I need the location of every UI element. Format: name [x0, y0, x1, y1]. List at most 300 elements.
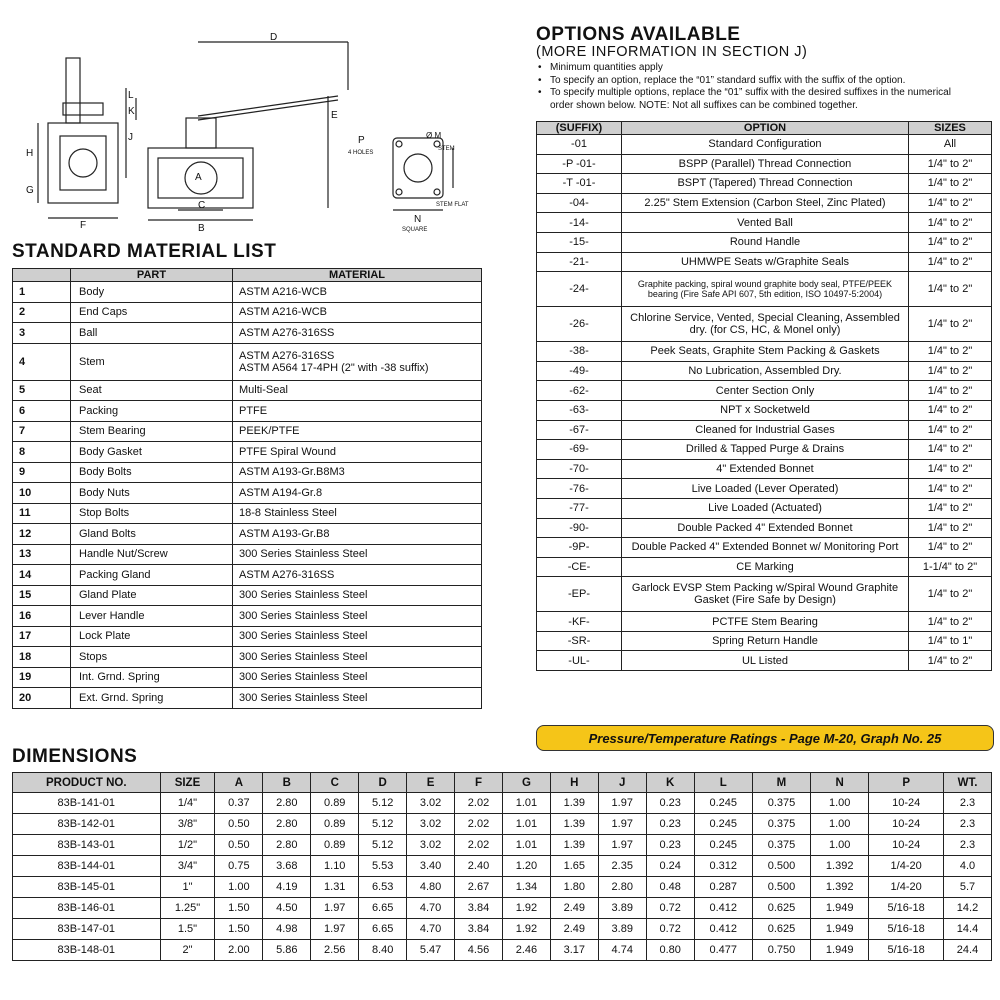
option-suffix: -76-	[537, 479, 622, 499]
table-cell: 0.625	[752, 898, 810, 919]
option-sizes: 1/4" to 2"	[909, 232, 992, 252]
table-cell: 10-24	[869, 793, 944, 814]
table-cell: 14.2	[944, 898, 992, 919]
table-cell: 0.245	[694, 814, 752, 835]
option-sizes: 1/4" to 2"	[909, 498, 992, 518]
option-suffix: -01	[537, 135, 622, 155]
option-description: Graphite packing, spiral wound graphite body seal, PTFE/PEEK bearing (Fire Safe API 607, 5th edition, ISO 10497-5:2004)	[622, 272, 909, 307]
option-sizes: 1/4" to 2"	[909, 577, 992, 612]
options-notes	[536, 62, 976, 112]
table-cell: 0.412	[694, 898, 752, 919]
option-description: Spring Return Handle	[622, 631, 909, 651]
table-cell: 0.500	[752, 877, 810, 898]
table-row	[537, 307, 992, 342]
dim-label-f: F	[80, 220, 87, 231]
table-cell: 1.5"	[160, 919, 215, 940]
option-description: Garlock EVSP Stem Packing w/Spiral Wound Graphite Gasket (Fire Safe by Design)	[622, 577, 909, 612]
table-row	[13, 483, 482, 504]
table-cell: 1.00	[215, 877, 263, 898]
table-cell: 14.4	[944, 919, 992, 940]
part-material: ASTM A216-WCB	[233, 282, 482, 303]
table-cell: 1.97	[598, 835, 646, 856]
table-cell: 0.625	[752, 919, 810, 940]
option-description: Cleaned for Industrial Gases	[622, 420, 909, 440]
part-name: Stem Bearing	[71, 421, 233, 442]
table-row	[13, 856, 992, 877]
option-sizes: 1/4" to 2"	[909, 538, 992, 558]
table-cell: 1.31	[311, 877, 359, 898]
table-cell: 1.01	[502, 793, 550, 814]
part-material-line: ASTM A564 17-4PH (2" with -38 suffix)	[239, 361, 429, 374]
table-cell: 0.412	[694, 919, 752, 940]
dim-label-c: C	[198, 200, 206, 211]
part-name: End Caps	[71, 302, 233, 323]
table-cell: 1.949	[811, 898, 869, 919]
table-row	[537, 498, 992, 518]
option-description: Standard Configuration	[622, 135, 909, 155]
dimensions-title: DIMENSIONS	[12, 746, 138, 767]
table-cell: 5.86	[263, 940, 311, 961]
option-sizes: 1/4" to 2"	[909, 342, 992, 362]
table-cell: 0.89	[311, 793, 359, 814]
part-material: PEEK/PTFE	[233, 421, 482, 442]
dim-label-l: L	[128, 90, 134, 101]
table-row	[13, 462, 482, 483]
option-suffix: -14-	[537, 213, 622, 233]
table-cell: 83B-142-01	[13, 814, 161, 835]
table-cell: 5.47	[407, 940, 455, 961]
table-cell: 3.84	[455, 898, 503, 919]
note-holes: 4 HOLES	[348, 150, 374, 156]
table-cell: 0.477	[694, 940, 752, 961]
option-suffix: -26-	[537, 307, 622, 342]
dimensions-table	[12, 772, 992, 961]
note-square: SQUARE	[402, 227, 428, 233]
option-suffix: -04-	[537, 193, 622, 213]
table-cell: 0.72	[646, 898, 694, 919]
table-row	[13, 380, 482, 401]
table-cell: 4.74	[598, 940, 646, 961]
option-description: 2.25" Stem Extension (Carbon Steel, Zinc Plated)	[622, 193, 909, 213]
table-row	[13, 343, 482, 380]
side-view-body	[48, 123, 118, 203]
table-cell: 1.39	[550, 814, 598, 835]
table-cell: 2.56	[311, 940, 359, 961]
table-cell: 2.80	[263, 793, 311, 814]
option-sizes: 1/4" to 2"	[909, 307, 992, 342]
option-sizes: 1/4" to 2"	[909, 518, 992, 538]
option-suffix: -90-	[537, 518, 622, 538]
option-description: Live Loaded (Actuated)	[622, 498, 909, 518]
table-cell: 4.56	[455, 940, 503, 961]
dim-label-h: H	[26, 148, 34, 159]
part-number: 6	[13, 401, 71, 422]
table-cell: 0.75	[215, 856, 263, 877]
table-row	[13, 898, 992, 919]
option-description: UHMWPE Seats w/Graphite Seals	[622, 252, 909, 272]
table-row	[13, 606, 482, 627]
table-cell: 1.00	[811, 793, 869, 814]
table-cell: 3.68	[263, 856, 311, 877]
table-cell: 1.392	[811, 856, 869, 877]
options-note: • Minimum quantities apply	[536, 62, 976, 75]
table-row	[537, 459, 992, 479]
table-cell: 1.949	[811, 919, 869, 940]
table-cell: 1.97	[598, 814, 646, 835]
table-cell: 1.92	[502, 919, 550, 940]
part-material: 300 Series Stainless Steel	[233, 667, 482, 688]
option-suffix: -9P-	[537, 538, 622, 558]
table-cell: 4.50	[263, 898, 311, 919]
table-cell: 4.98	[263, 919, 311, 940]
options-note: • To specify multiple options, replace the “01” suffix with the desired suffixes in the numerical order shown below. NOTE: Not all suffixes can be combined together.	[536, 87, 976, 112]
pressure-rating-banner: Pressure/Temperature Ratings - Page M-20, Graph No. 25	[536, 725, 994, 751]
part-name: Body	[71, 282, 233, 303]
part-name: Body Bolts	[71, 462, 233, 483]
table-cell: 83B-143-01	[13, 835, 161, 856]
table-cell: 4.80	[407, 877, 455, 898]
table-row	[537, 135, 992, 155]
table-cell: 83B-146-01	[13, 898, 161, 919]
table-cell: 3.17	[550, 940, 598, 961]
table-row	[537, 252, 992, 272]
table-cell: 4.70	[407, 898, 455, 919]
table-cell: 3/4"	[160, 856, 215, 877]
option-description: Live Loaded (Lever Operated)	[622, 479, 909, 499]
table-cell: 2.49	[550, 898, 598, 919]
option-description: Vented Ball	[622, 213, 909, 233]
dim-label-a: A	[195, 172, 202, 183]
table-row	[537, 342, 992, 362]
table-cell: 1.97	[311, 898, 359, 919]
table-cell: 0.23	[646, 814, 694, 835]
part-material: 300 Series Stainless Steel	[233, 647, 482, 668]
table-cell: 0.287	[694, 877, 752, 898]
option-description: 4" Extended Bonnet	[622, 459, 909, 479]
table-cell: 0.37	[215, 793, 263, 814]
part-material: 300 Series Stainless Steel	[233, 688, 482, 709]
table-cell: 5/16-18	[869, 919, 944, 940]
table-cell: 3/8"	[160, 814, 215, 835]
table-row	[13, 282, 482, 303]
column-header: D	[359, 773, 407, 793]
part-material: ASTM A276-316SS	[233, 323, 482, 344]
option-sizes: 1-1/4" to 2"	[909, 557, 992, 577]
part-material: ASTM A216-WCB	[233, 302, 482, 323]
part-material: 300 Series Stainless Steel	[233, 626, 482, 647]
table-cell: 6.65	[359, 898, 407, 919]
table-cell: 1.25"	[160, 898, 215, 919]
part-name: Body Gasket	[71, 442, 233, 463]
option-sizes: 1/4" to 2"	[909, 612, 992, 632]
part-material: ASTM A276-316SS	[233, 565, 482, 586]
option-sizes: 1/4" to 2"	[909, 400, 992, 420]
option-suffix: -49-	[537, 361, 622, 381]
part-number: 17	[13, 626, 71, 647]
part-name: Ball	[71, 323, 233, 344]
table-cell: 2.02	[455, 814, 503, 835]
table-cell: 0.48	[646, 877, 694, 898]
table-row	[13, 421, 482, 442]
option-sizes: 1/4" to 2"	[909, 252, 992, 272]
part-name: Lock Plate	[71, 626, 233, 647]
table-row	[13, 793, 992, 814]
table-cell: 4.70	[407, 919, 455, 940]
part-name: Int. Grnd. Spring	[71, 667, 233, 688]
table-cell: 3.02	[407, 835, 455, 856]
part-name: Lever Handle	[71, 606, 233, 627]
option-suffix: -38-	[537, 342, 622, 362]
table-cell: 2.3	[944, 835, 992, 856]
note-stem-flat: STEM FLAT	[436, 202, 469, 208]
table-row	[537, 232, 992, 252]
table-row	[13, 626, 482, 647]
table-row	[537, 518, 992, 538]
part-name: Gland Bolts	[71, 524, 233, 545]
table-cell: 2.40	[455, 856, 503, 877]
option-suffix: -T -01-	[537, 174, 622, 194]
table-cell: 0.50	[215, 835, 263, 856]
dim-label-p: P	[358, 135, 365, 146]
column-header: M	[752, 773, 810, 793]
column-header: SIZES	[909, 122, 992, 135]
option-suffix: -70-	[537, 459, 622, 479]
option-sizes: 1/4" to 2"	[909, 361, 992, 381]
table-cell: 0.312	[694, 856, 752, 877]
option-suffix: -SR-	[537, 631, 622, 651]
table-cell: 1.65	[550, 856, 598, 877]
table-cell: 3.02	[407, 814, 455, 835]
table-cell: 83B-148-01	[13, 940, 161, 961]
option-suffix: -63-	[537, 400, 622, 420]
table-cell: 1.949	[811, 940, 869, 961]
table-row	[13, 401, 482, 422]
table-cell: 6.53	[359, 877, 407, 898]
option-description: Drilled & Tapped Purge & Drains	[622, 440, 909, 460]
table-row	[537, 174, 992, 194]
table-cell: 0.750	[752, 940, 810, 961]
table-row	[13, 667, 482, 688]
table-cell: 1.92	[502, 898, 550, 919]
table-row	[13, 323, 482, 344]
table-row	[13, 647, 482, 668]
part-number: 8	[13, 442, 71, 463]
column-header: PRODUCT NO.	[13, 773, 161, 793]
part-name: Handle Nut/Screw	[71, 544, 233, 565]
table-row	[537, 381, 992, 401]
table-cell: 0.24	[646, 856, 694, 877]
option-sizes: 1/4" to 2"	[909, 440, 992, 460]
table-cell: 10-24	[869, 835, 944, 856]
option-description: Double Packed 4" Extended Bonnet	[622, 518, 909, 538]
table-row	[537, 154, 992, 174]
column-header: G	[502, 773, 550, 793]
table-cell: 83B-144-01	[13, 856, 161, 877]
table-row	[13, 940, 992, 961]
material-list-table	[12, 268, 482, 709]
option-description: PCTFE Stem Bearing	[622, 612, 909, 632]
table-row	[13, 835, 992, 856]
valve-drawing-svg	[8, 28, 478, 238]
part-material: 300 Series Stainless Steel	[233, 544, 482, 565]
options-note: • To specify an option, replace the “01” standard suffix with the suffix of the option.	[536, 75, 976, 88]
table-cell: 5.53	[359, 856, 407, 877]
option-description: No Lubrication, Assembled Dry.	[622, 361, 909, 381]
column-header: MATERIAL	[233, 269, 482, 282]
part-number: 16	[13, 606, 71, 627]
part-number: 20	[13, 688, 71, 709]
column-header: WT.	[944, 773, 992, 793]
option-suffix: -62-	[537, 381, 622, 401]
part-material: PTFE Spiral Wound	[233, 442, 482, 463]
dim-label-b: B	[198, 223, 205, 234]
column-header: OPTION	[622, 122, 909, 135]
table-row	[13, 585, 482, 606]
table-row	[537, 612, 992, 632]
table-row	[13, 524, 482, 545]
table-cell: 1.50	[215, 898, 263, 919]
table-row	[537, 213, 992, 233]
part-number: 11	[13, 503, 71, 524]
part-number: 5	[13, 380, 71, 401]
table-cell: 8.40	[359, 940, 407, 961]
part-number: 15	[13, 585, 71, 606]
table-cell: 2.46	[502, 940, 550, 961]
table-row	[13, 442, 482, 463]
option-suffix: -KF-	[537, 612, 622, 632]
option-sizes: 1/4" to 2"	[909, 174, 992, 194]
table-cell: 0.80	[646, 940, 694, 961]
table-row	[13, 565, 482, 586]
part-number: 2	[13, 302, 71, 323]
option-sizes: 1/4" to 2"	[909, 272, 992, 307]
table-cell: 1.00	[811, 814, 869, 835]
valve-technical-drawing	[8, 28, 478, 238]
table-row	[537, 479, 992, 499]
table-cell: 2"	[160, 940, 215, 961]
column-header: (SUFFIX)	[537, 122, 622, 135]
part-name: Stem	[71, 343, 233, 380]
part-number: 4	[13, 343, 71, 380]
dim-label-n: N	[414, 214, 422, 225]
table-cell: 1.97	[311, 919, 359, 940]
table-row	[537, 400, 992, 420]
table-cell: 0.72	[646, 919, 694, 940]
option-description: BSPP (Parallel) Thread Connection	[622, 154, 909, 174]
table-cell: 0.245	[694, 835, 752, 856]
column-header: SIZE	[160, 773, 215, 793]
table-cell: 3.89	[598, 919, 646, 940]
options-table	[536, 121, 992, 671]
table-cell: 3.89	[598, 898, 646, 919]
table-cell: 10-24	[869, 814, 944, 835]
option-description: UL Listed	[622, 651, 909, 671]
table-row	[13, 688, 482, 709]
part-name: Seat	[71, 380, 233, 401]
table-row	[537, 557, 992, 577]
table-cell: 5.12	[359, 793, 407, 814]
table-cell: 0.375	[752, 814, 810, 835]
part-number: 9	[13, 462, 71, 483]
table-cell: 0.23	[646, 793, 694, 814]
table-cell: 1.20	[502, 856, 550, 877]
option-description: Peek Seats, Graphite Stem Packing & Gaskets	[622, 342, 909, 362]
table-cell: 1.34	[502, 877, 550, 898]
option-suffix: -15-	[537, 232, 622, 252]
column-header: C	[311, 773, 359, 793]
table-cell: 3.40	[407, 856, 455, 877]
table-cell: 1.50	[215, 919, 263, 940]
option-suffix: -24-	[537, 272, 622, 307]
table-cell: 1"	[160, 877, 215, 898]
part-number: 14	[13, 565, 71, 586]
column-header: K	[646, 773, 694, 793]
option-sizes: 1/4" to 2"	[909, 420, 992, 440]
part-material: 300 Series Stainless Steel	[233, 585, 482, 606]
option-suffix: -69-	[537, 440, 622, 460]
option-sizes: All	[909, 135, 992, 155]
table-cell: 1.392	[811, 877, 869, 898]
option-description: Chlorine Service, Vented, Special Cleaning, Assembled dry. (for CS, HC, & Monel only)	[622, 307, 909, 342]
table-cell: 3.02	[407, 793, 455, 814]
part-material: PTFE	[233, 401, 482, 422]
table-row	[537, 440, 992, 460]
table-row	[13, 814, 992, 835]
table-cell: 5.12	[359, 835, 407, 856]
table-row	[537, 420, 992, 440]
table-row	[537, 577, 992, 612]
table-cell: 2.67	[455, 877, 503, 898]
table-cell: 2.3	[944, 814, 992, 835]
table-cell: 2.80	[263, 814, 311, 835]
option-suffix: -77-	[537, 498, 622, 518]
column-header: H	[550, 773, 598, 793]
table-row	[537, 631, 992, 651]
part-material: 18-8 Stainless Steel	[233, 503, 482, 524]
option-sizes: 1/4" to 2"	[909, 154, 992, 174]
table-cell: 3.84	[455, 919, 503, 940]
table-cell: 1/2"	[160, 835, 215, 856]
table-row	[13, 919, 992, 940]
table-cell: 2.49	[550, 919, 598, 940]
options-title: OPTIONS AVAILABLE	[536, 24, 741, 45]
column-header: A	[215, 773, 263, 793]
option-suffix: -UL-	[537, 651, 622, 671]
part-material: ASTM A193-Gr.B8	[233, 524, 482, 545]
table-cell: 6.65	[359, 919, 407, 940]
dimensions-header-row	[13, 773, 992, 793]
part-material: Multi-Seal	[233, 380, 482, 401]
table-cell: 1.01	[502, 835, 550, 856]
table-row	[537, 361, 992, 381]
table-row	[537, 272, 992, 307]
table-cell: 2.80	[598, 877, 646, 898]
part-number: 1	[13, 282, 71, 303]
table-cell: 83B-147-01	[13, 919, 161, 940]
option-sizes: 1/4" to 2"	[909, 381, 992, 401]
table-cell: 1.10	[311, 856, 359, 877]
column-header: PART	[71, 269, 233, 282]
table-cell: 1.01	[502, 814, 550, 835]
table-cell: 4.19	[263, 877, 311, 898]
part-number: 19	[13, 667, 71, 688]
dim-label-g: G	[26, 185, 34, 196]
column-header: F	[455, 773, 503, 793]
table-cell: 1.39	[550, 835, 598, 856]
column-header: J	[598, 773, 646, 793]
option-description: Center Section Only	[622, 381, 909, 401]
dim-label-d: D	[270, 32, 278, 43]
